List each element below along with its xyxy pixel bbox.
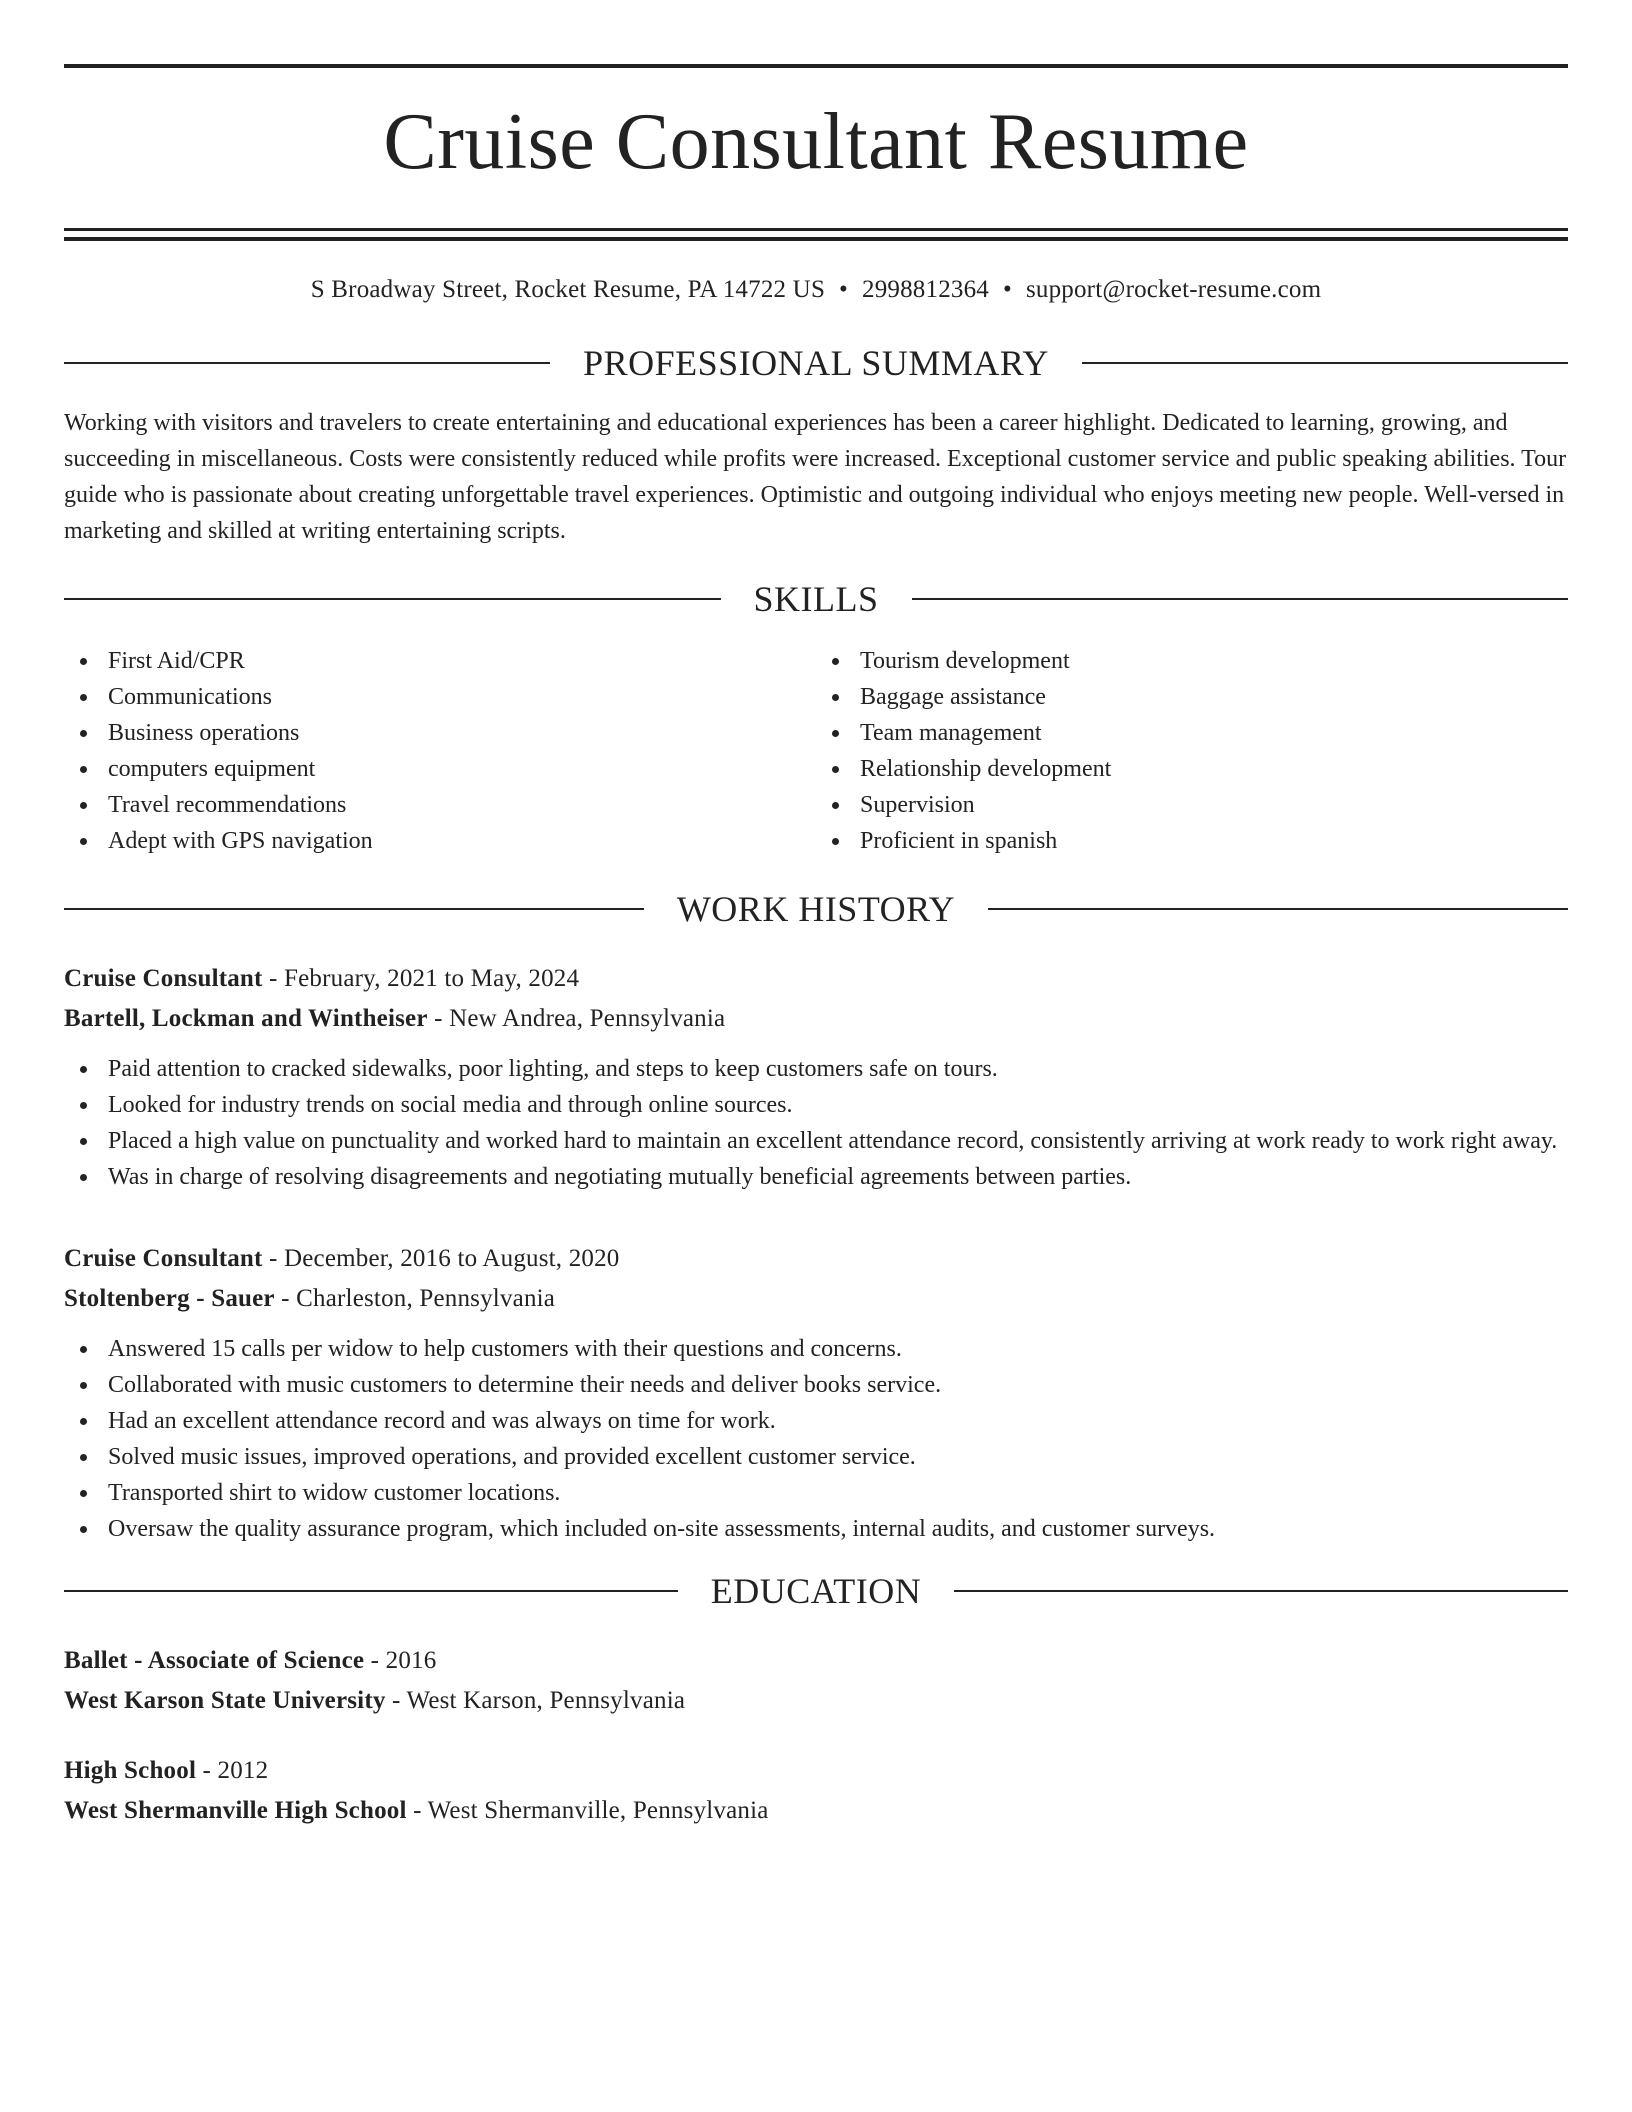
job-duty: Collaborated with music customers to determine their needs and deliver books service. (64, 1367, 1568, 1403)
job-duties (64, 1331, 1568, 1547)
education-location: - West Shermanville, Pennsylvania (406, 1797, 769, 1824)
job-duty: Solved music issues, improved operations, and provided excellent customer service. (64, 1439, 1568, 1475)
education-entry (64, 1751, 1568, 1831)
job-dates: - February, 2021 to May, 2024 (262, 965, 580, 992)
resume-title: Cruise Consultant Resume (383, 98, 1249, 186)
job-duties (64, 1051, 1568, 1195)
education-school: West Shermanville High School (64, 1797, 407, 1824)
skill-item: Baggage assistance (816, 679, 1568, 715)
contact-address: S Broadway Street, Rocket Resume, PA 14722 US (310, 276, 826, 303)
contact-email: support@rocket-resume.com (1025, 276, 1322, 303)
job-duty: Was in charge of resolving disagreements and negotiating mutually beneficial agreements between parties. (64, 1159, 1568, 1195)
job-duty: Had an excellent attendance record and was always on time for work. (64, 1403, 1568, 1439)
skill-item: Communications (64, 679, 816, 715)
job-title: Cruise Consultant (64, 1245, 263, 1272)
job-duty: Oversaw the quality assurance program, which included on-site assessments, internal audits, and customer surveys. (64, 1511, 1568, 1547)
contact-phone: 2998812364 (862, 276, 989, 303)
work-heading (64, 889, 1568, 929)
job-company-line (64, 1279, 1568, 1319)
contact-line (64, 273, 1568, 307)
job-title-line (64, 1239, 1568, 1279)
education-heading (64, 1571, 1568, 1611)
education-degree-line (64, 1641, 1568, 1681)
contact-separator: • (1003, 276, 1012, 303)
summary-heading (64, 343, 1568, 383)
skill-item: First Aid/CPR (64, 643, 816, 679)
job-entry (64, 959, 1568, 1195)
skills-column-right (816, 643, 1568, 859)
work-heading-label: WORK HISTORY (676, 889, 956, 929)
education-entry (64, 1641, 1568, 1721)
skill-item: Supervision (816, 787, 1568, 823)
top-rule (64, 64, 1568, 68)
job-dates: - December, 2016 to August, 2020 (262, 1245, 620, 1272)
job-company-line (64, 999, 1568, 1039)
skills-column-left (64, 643, 816, 859)
title-double-rule (64, 228, 1568, 241)
skill-item: computers equipment (64, 751, 816, 787)
job-company: Bartell, Lockman and Wintheiser (64, 1005, 428, 1032)
education-year: - 2012 (196, 1757, 269, 1784)
contact-separator: • (839, 276, 848, 303)
job-duty: Looked for industry trends on social media and through online sources. (64, 1087, 1568, 1123)
education-degree: High School (64, 1757, 197, 1784)
skill-item: Adept with GPS navigation (64, 823, 816, 859)
job-location: - New Andrea, Pennsylvania (427, 1005, 726, 1032)
education-heading-label: EDUCATION (710, 1571, 922, 1611)
education-degree: Ballet - Associate of Science (64, 1647, 365, 1674)
skills-list (64, 643, 1568, 859)
job-duty: Transported shirt to widow customer locations. (64, 1475, 1568, 1511)
education-school-line (64, 1681, 1568, 1721)
skill-item: Relationship development (816, 751, 1568, 787)
job-title-line (64, 959, 1568, 999)
job-duty: Placed a high value on punctuality and worked hard to maintain an excellent attendance record, consistently arriving at work ready to work right away. (64, 1123, 1568, 1159)
skill-item: Travel recommendations (64, 787, 816, 823)
skill-item: Team management (816, 715, 1568, 751)
summary-text: Working with visitors and travelers to create entertaining and educational experiences has been a career highlight. Dedicated to learning, growing, and succeeding in miscellaneous. Costs were consistently reduced while profits were increased. Exceptional customer service and public speaking abilities. Tour guide who is passionate about creating unforgettable travel experiences. Optimistic and outgoing individual who enjoys meeting new people. Well-versed in marketing and skilled at writing entertaining scripts. (64, 410, 1567, 544)
education-year: - 2016 (364, 1647, 437, 1674)
skill-item: Business operations (64, 715, 816, 751)
job-title: Cruise Consultant (64, 965, 263, 992)
education-school: West Karson State University (64, 1687, 386, 1714)
skill-item: Tourism development (816, 643, 1568, 679)
education-location: - West Karson, Pennsylvania (385, 1687, 686, 1714)
job-company: Stoltenberg - Sauer (64, 1285, 275, 1312)
skills-heading-label: SKILLS (753, 579, 879, 619)
skill-item: Proficient in spanish (816, 823, 1568, 859)
education-school-line (64, 1791, 1568, 1831)
skills-heading (64, 579, 1568, 619)
job-location: - Charleston, Pennsylvania (274, 1285, 556, 1312)
job-duty: Paid attention to cracked sidewalks, poor lighting, and steps to keep customers safe on tours. (64, 1051, 1568, 1087)
job-entry (64, 1239, 1568, 1547)
summary-heading-label: PROFESSIONAL SUMMARY (583, 343, 1049, 383)
job-duty: Answered 15 calls per widow to help customers with their questions and concerns. (64, 1331, 1568, 1367)
education-degree-line (64, 1751, 1568, 1791)
